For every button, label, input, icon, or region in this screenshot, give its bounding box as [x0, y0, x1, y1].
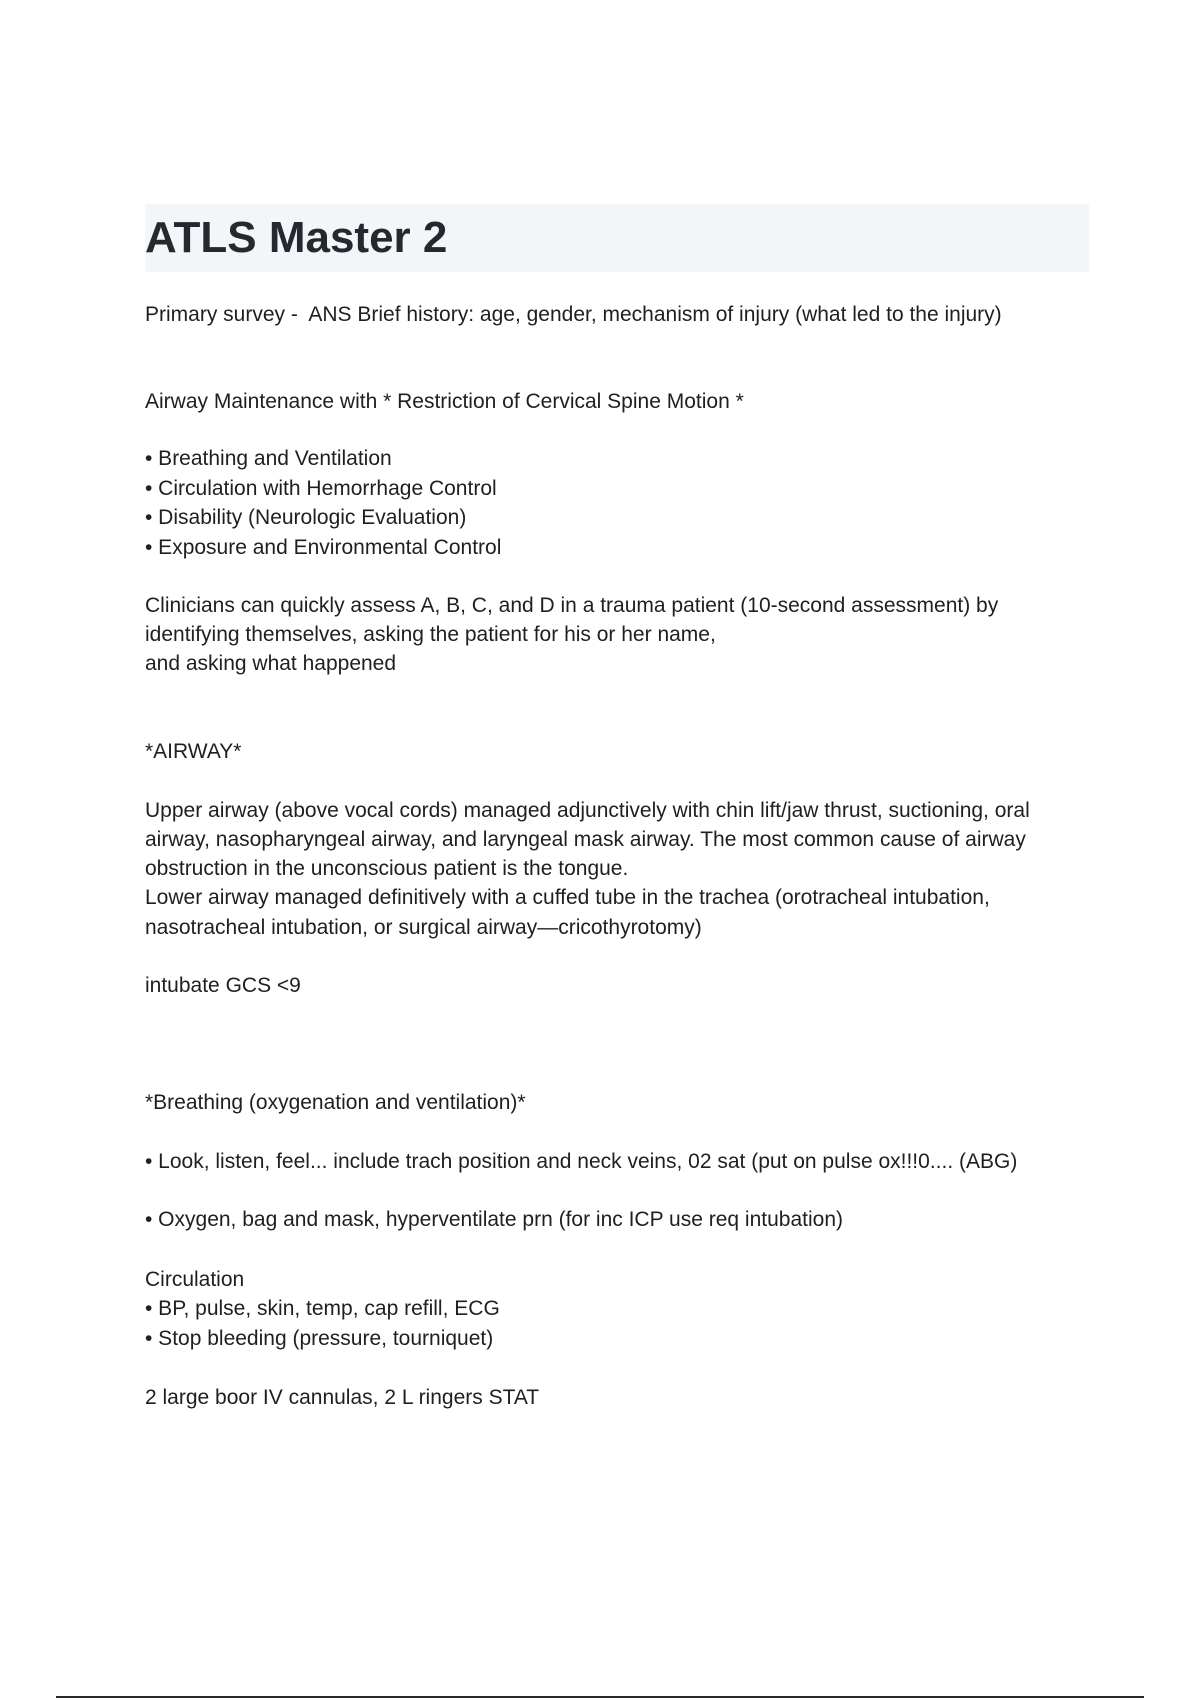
airway-maintenance-text: Airway Maintenance with * Restriction of Cervical Spine Motion *: [145, 390, 744, 413]
stop-bleeding-bullet: • Stop bleeding (pressure, tourniquet): [145, 1327, 494, 1350]
clinicians-line-3: and asking what happened: [145, 652, 397, 675]
lower-airway-line-1: Lower airway managed definitively with a cuffed tube in the trachea (orotracheal intubation,: [145, 886, 990, 909]
bottom-divider: [56, 1696, 1144, 1698]
look-listen-bullet: • Look, listen, feel... include trach position and neck veins, 02 sat (put on pulse ox!!!0.... (ABG): [145, 1150, 1018, 1173]
page-title: ATLS Master 2: [145, 213, 448, 262]
intubate-text: intubate GCS <9: [145, 974, 301, 997]
primary-survey-text: Primary survey - ANS Brief history: age, gender, mechanism of injury (what led to the injury): [145, 303, 1002, 326]
airway-heading: *AIRWAY*: [145, 740, 242, 763]
upper-airway-line-3: obstruction in the unconscious patient is the tongue.: [145, 857, 629, 880]
upper-airway-line-2: airway, nasopharyngeal airway, and laryngeal mask airway. The most common cause of airway: [145, 828, 1026, 851]
bullet-breathing: • Breathing and Ventilation: [145, 447, 392, 470]
bullet-circulation: • Circulation with Hemorrhage Control: [145, 477, 497, 500]
clinicians-line-2: identifying themselves, asking the patient for his or her name,: [145, 623, 716, 646]
iv-text: 2 large boor IV cannulas, 2 L ringers STAT: [145, 1386, 540, 1409]
oxygen-bullet: • Oxygen, bag and mask, hyperventilate prn (for inc ICP use req intubation): [145, 1208, 844, 1231]
upper-airway-line-1: Upper airway (above vocal cords) managed adjunctively with chin lift/jaw thrust, suctioning, oral: [145, 799, 1030, 822]
bp-pulse-bullet: • BP, pulse, skin, temp, cap refill, ECG: [145, 1297, 500, 1320]
bullet-exposure: • Exposure and Environmental Control: [145, 536, 502, 559]
bullet-disability: • Disability (Neurologic Evaluation): [145, 506, 467, 529]
circulation-heading: Circulation: [145, 1268, 245, 1291]
clinicians-line-1: Clinicians can quickly assess A, B, C, and D in a trauma patient (10-second assessment) by: [145, 594, 999, 617]
breathing-heading: *Breathing (oxygenation and ventilation)*: [145, 1091, 526, 1114]
lower-airway-line-2: nasotracheal intubation, or surgical airway—cricothyrotomy): [145, 916, 702, 939]
